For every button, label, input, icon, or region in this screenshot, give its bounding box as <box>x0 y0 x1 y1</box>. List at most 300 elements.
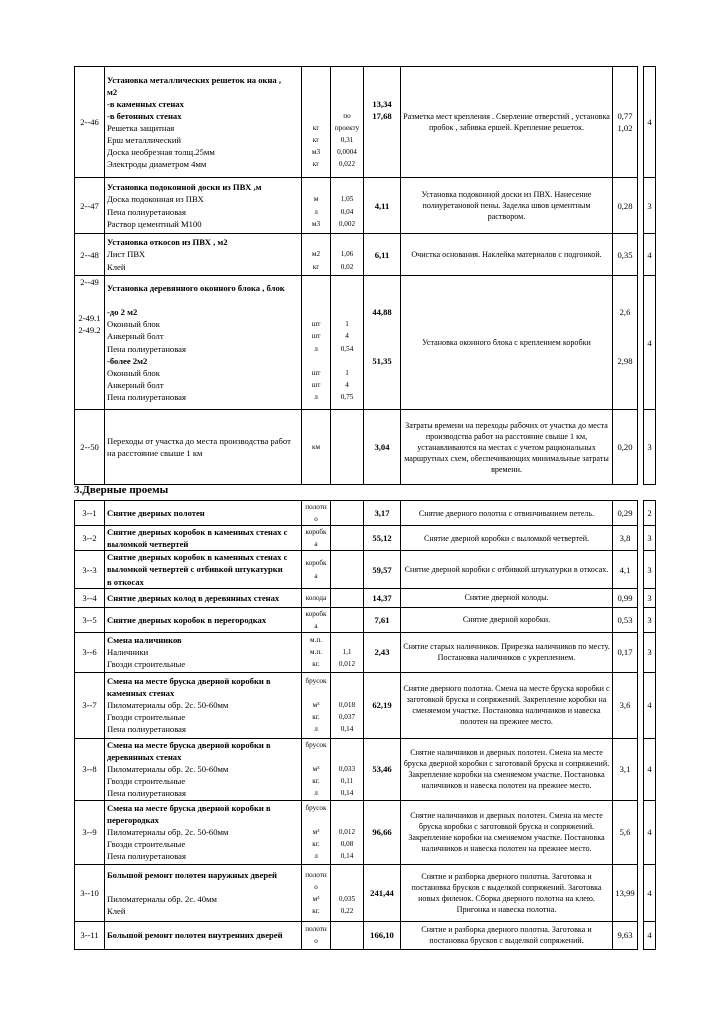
unit-line: а <box>314 621 318 630</box>
quantity-line <box>333 687 361 699</box>
rank-cell <box>644 178 656 234</box>
unit-line <box>304 814 328 826</box>
rank-text: 4 <box>647 930 652 941</box>
quantity-line: 0,012 <box>338 828 356 837</box>
code-line <box>77 361 102 373</box>
unit-line: полотн <box>305 870 327 879</box>
time-norm-cell <box>613 234 638 276</box>
code-text: 2--48 <box>80 249 99 260</box>
code-line <box>77 385 102 397</box>
name-line: каменных стенах <box>107 688 175 699</box>
name-line: Пена полиуретановая <box>107 851 186 862</box>
quantity-line <box>333 869 361 881</box>
quantity-cell <box>331 921 364 949</box>
work-description-cell <box>401 234 613 276</box>
work-description-text: Снятие наличников и дверных полотен. Смена на месте бруска коробки с заготовкой бруска и сопряжений. Закрепление коробки на сменяемом участке. Постановка наличников и навеска полотен на прежнее место. <box>408 811 605 854</box>
unit-cell <box>302 632 331 672</box>
rank-text: 3 <box>647 200 652 211</box>
name-line: Смена на месте бруска дверной коробки в <box>107 676 271 687</box>
name-line: -в бетонных стенах <box>107 110 182 121</box>
price-cell <box>364 276 401 410</box>
code-line: 2-49.2 <box>78 325 101 336</box>
price-text: 14,37 <box>372 592 392 603</box>
time-text: 0,29 <box>617 508 633 519</box>
name-line: Пена полиуретановая <box>107 724 186 735</box>
time-text: 0,28 <box>617 200 633 211</box>
price-cell <box>364 234 401 276</box>
quantity-line: 4 <box>345 380 349 389</box>
price-text: 241,44 <box>370 887 394 898</box>
work-description-cell <box>401 551 613 588</box>
code-cell <box>75 738 105 800</box>
unit-text: км <box>311 442 321 451</box>
rank-cell <box>644 632 656 672</box>
name-line: Пена полиуретановая <box>107 206 186 217</box>
unit-line: кг. <box>312 660 320 669</box>
rank-cell <box>644 501 656 526</box>
unit-cell <box>302 800 331 864</box>
price-cell <box>364 738 401 800</box>
name-line: Снятие дверных полотен <box>107 508 205 519</box>
name-line: Снятие дверных колод в деревянных стенах <box>107 592 280 603</box>
unit-cell <box>302 864 331 921</box>
price-cell <box>364 588 401 607</box>
unit-line: кг <box>312 136 320 145</box>
name-line: Раствор цементный М100 <box>107 218 202 229</box>
unit-cell <box>302 234 331 276</box>
time-line: 1,02 <box>617 123 633 133</box>
rank-cell <box>644 551 656 588</box>
name-line: Смена на месте бруска дверной коробки в <box>107 740 271 751</box>
price-line: 51,35 <box>372 355 392 366</box>
unit-cell <box>302 551 331 588</box>
work-description-cell <box>401 67 613 178</box>
unit-line: м³ <box>312 828 320 837</box>
time-norm-cell <box>613 864 638 921</box>
code-text: 3--3 <box>82 564 97 575</box>
price-cell <box>364 864 401 921</box>
code-cell <box>75 632 105 672</box>
quantity-cell <box>331 178 364 234</box>
name-line: Установка металлических решеток на окна , <box>107 74 282 85</box>
work-description-cell <box>401 800 613 864</box>
rank-text: 4 <box>647 887 652 898</box>
name-cell <box>105 410 302 485</box>
time-text: 4,1 <box>619 564 631 575</box>
price-line: 17,68 <box>372 110 392 121</box>
price-line <box>366 330 398 342</box>
unit-line: шт <box>311 332 321 341</box>
code-cell <box>75 672 105 738</box>
table-row <box>75 501 656 526</box>
time-line <box>615 86 635 98</box>
name-cell <box>105 67 302 178</box>
name-line: Электроды диаметром 4мм <box>107 159 207 170</box>
code-cell <box>75 526 105 551</box>
time-norm-cell <box>613 632 638 672</box>
quantity-line: проекту <box>334 124 360 132</box>
rank-cell <box>644 607 656 632</box>
unit-line <box>304 751 328 763</box>
price-line <box>366 74 398 86</box>
time-text: 9,63 <box>617 930 633 941</box>
quantity-cell <box>331 551 364 588</box>
time-norm-cell <box>613 551 638 588</box>
unit-line: л <box>314 725 318 734</box>
price-line <box>366 134 398 146</box>
time-line <box>615 318 635 330</box>
table-row <box>75 234 656 276</box>
time-text: 0,53 <box>617 614 633 625</box>
rank-cell <box>644 921 656 949</box>
unit-line: м3 <box>311 148 321 157</box>
code-cell <box>75 800 105 864</box>
name-line: Гвозди строительные <box>107 776 186 787</box>
work-description-cell <box>401 410 613 485</box>
code-cell <box>75 410 105 485</box>
unit-line <box>304 282 328 294</box>
price-cell <box>364 551 401 588</box>
time-line <box>615 282 635 294</box>
quantity-line <box>333 98 361 110</box>
unit-cell <box>302 738 331 800</box>
unit-line <box>304 687 328 699</box>
unit-line: брусок <box>305 741 327 750</box>
name-line: Пиломатериалы обр. 2с. 40мм <box>107 893 217 904</box>
unit-cell <box>302 526 331 551</box>
unit-line <box>304 86 328 98</box>
rank-text: 3 <box>647 614 652 625</box>
table-row <box>75 588 656 607</box>
unit-line: кг <box>312 262 320 271</box>
work-description-text: Снятие дверной коробки с отбивкой штукатурки в откосах. <box>404 565 609 575</box>
name-cell <box>105 864 302 921</box>
name-cell <box>105 551 302 588</box>
name-line: -до 2 м2 <box>107 307 138 318</box>
quantity-cell <box>331 632 364 672</box>
price-text: 7,61 <box>374 614 390 625</box>
quantity-line: 0,037 <box>338 713 356 722</box>
name-line: деревянных стенах <box>107 752 182 763</box>
table-row <box>75 526 656 551</box>
name-line: -в каменных стенах <box>107 98 184 109</box>
name-line: Снятие дверных коробок в каменных стенах с <box>107 552 288 563</box>
name-line: Оконный блок <box>107 319 160 330</box>
name-line: Смена на месте бруска дверной коробки в <box>107 803 271 814</box>
name-line: Большой ремонт полотен наружных дверей <box>107 869 277 880</box>
rank-cell <box>644 410 656 485</box>
name-cell <box>105 178 302 234</box>
price-cell <box>364 672 401 738</box>
unit-line: л <box>314 852 318 861</box>
code-text: 3--1 <box>82 508 97 519</box>
name-line: Клей <box>107 905 126 916</box>
time-norm-cell <box>613 526 638 551</box>
name-cell <box>105 738 302 800</box>
price-line <box>366 282 398 294</box>
name-line: Оконный блок <box>107 367 160 378</box>
name-line: Анкерный болт <box>107 331 164 342</box>
unit-line: м³ <box>312 894 320 903</box>
rank-text: 4 <box>647 764 652 775</box>
rank-text: 2 <box>647 508 652 519</box>
code-text: 2--47 <box>80 200 99 211</box>
time-norm-cell <box>613 588 638 607</box>
time-norm-cell <box>613 67 638 178</box>
name-line: Решетка защитная <box>107 123 175 133</box>
price-line <box>366 146 398 158</box>
work-description-text: Снятие старых наличников. Прирезка наличников по месту. Постановка наличников с укреплением. <box>403 642 610 663</box>
name-line: Установка подоконной доски из ПВХ ,м <box>107 182 262 193</box>
quantity-line: 0,14 <box>340 789 354 798</box>
unit-line: л <box>314 207 318 216</box>
table-row <box>75 551 656 588</box>
unit-line: шт <box>311 320 321 329</box>
code-text: 3--2 <box>82 533 97 544</box>
code-line <box>77 349 102 361</box>
code-text: 3--4 <box>82 592 97 603</box>
time-line <box>615 343 635 355</box>
unit-line: кг. <box>312 906 320 915</box>
code-cell <box>75 67 105 178</box>
unit-line <box>304 181 328 193</box>
rank-cell <box>644 588 656 607</box>
unit-cell <box>302 672 331 738</box>
name-line: Клей <box>107 261 126 272</box>
time-line <box>615 158 635 170</box>
price-text: 3,04 <box>374 442 390 453</box>
work-description-text: Установка оконного блока с креплением коробки <box>422 338 591 348</box>
quantity-line: 0,033 <box>338 765 356 774</box>
rank-text: 4 <box>647 337 652 348</box>
rank-cell <box>644 738 656 800</box>
code-line <box>77 288 102 300</box>
price-cell <box>364 67 401 178</box>
name-line: Гвозди строительные <box>107 712 186 723</box>
unit-line: брусок <box>305 677 327 686</box>
quantity-line: 0,04 <box>340 207 354 216</box>
quantity-line <box>333 181 361 193</box>
quantity-line <box>333 74 361 86</box>
code-line: 2--49 <box>80 277 99 287</box>
time-line <box>615 379 635 391</box>
quantity-line: 0,002 <box>338 219 356 228</box>
quantity-line: 0,14 <box>340 852 354 861</box>
quantity-line <box>333 802 361 814</box>
quantity-line: 0,11 <box>340 777 354 786</box>
code-line <box>77 373 102 385</box>
quantity-line: 0,022 <box>338 160 356 169</box>
quantity-line: 0,0004 <box>337 148 357 157</box>
name-line <box>107 881 299 893</box>
name-line: в откосах <box>107 576 144 587</box>
quantity-line: 0,22 <box>340 906 354 915</box>
table-row <box>75 672 656 738</box>
quantity-line: 0,31 <box>340 136 354 145</box>
rank-text: 4 <box>647 117 652 127</box>
name-cell <box>105 588 302 607</box>
time-line <box>615 367 635 379</box>
rank-text: 4 <box>647 700 652 711</box>
price-line <box>366 367 398 379</box>
price-cell <box>364 921 401 949</box>
table-row <box>75 738 656 800</box>
price-text: 96,66 <box>372 827 392 838</box>
quantity-line <box>333 294 361 306</box>
name-line: выломкой четвертей с отбивкой штукатурки <box>107 564 283 575</box>
quantity-cell <box>331 67 364 178</box>
time-line <box>615 98 635 110</box>
quantity-line: 4 <box>345 332 349 341</box>
unit-line: коробк <box>305 559 327 568</box>
time-norm-cell <box>613 178 638 234</box>
rank-cell <box>644 864 656 921</box>
work-description-text: Очистка основания. Наклейка материалов с подгонкой. <box>411 250 602 259</box>
quantity-cell <box>331 588 364 607</box>
quantity-line <box>333 236 361 248</box>
unit-line: кг <box>312 124 320 132</box>
work-description-cell <box>401 607 613 632</box>
time-text: 3,8 <box>619 533 631 544</box>
unit-line: л <box>314 344 318 353</box>
quantity-line <box>333 306 361 318</box>
time-norm-cell <box>613 672 638 738</box>
name-line: Пена полиуретановая <box>107 788 186 799</box>
unit-line: м3 <box>311 219 321 228</box>
rank-cell <box>644 234 656 276</box>
code-cell <box>75 588 105 607</box>
time-text: 13,99 <box>615 887 635 898</box>
name-cell <box>105 276 302 410</box>
code-text: 3--8 <box>82 764 97 775</box>
price-text: 62,19 <box>372 700 392 711</box>
quantity-line <box>333 634 361 646</box>
quantity-line: 0,018 <box>338 701 356 710</box>
price-line: 13,34 <box>372 98 392 109</box>
quantity-line: 1,05 <box>340 195 354 204</box>
name-line: Смена наличников <box>107 635 182 646</box>
quantity-cell <box>331 276 364 410</box>
quantity-line <box>333 282 361 294</box>
unit-cell <box>302 921 331 949</box>
quantity-line <box>333 881 361 893</box>
unit-line: л <box>314 789 318 798</box>
unit-line: коробк <box>305 528 327 537</box>
price-cell <box>364 410 401 485</box>
work-description-text: Установка подоконной доски из ПВХ. Нанесение полиуретановой пены. Заделка швов цементным раствором. <box>421 190 592 221</box>
code-text: 3--6 <box>82 647 97 658</box>
table-row <box>75 921 656 949</box>
name-line: Доска необрезная толщ.25мм <box>107 147 215 158</box>
code-line <box>77 397 102 409</box>
code-cell <box>75 864 105 921</box>
quantity-line: 1,1 <box>342 648 352 657</box>
quantity-cell <box>331 501 364 526</box>
time-norm-cell <box>613 738 638 800</box>
time-text: 0,20 <box>617 442 633 453</box>
unit-line: а <box>314 571 318 580</box>
unit-cell <box>302 588 331 607</box>
price-text: 53,46 <box>372 764 392 775</box>
name-cell <box>105 632 302 672</box>
price-text: 6,11 <box>374 249 390 260</box>
unit-line <box>304 74 328 86</box>
table-row <box>75 607 656 632</box>
name-line: Установка откосов из ПВХ , м2 <box>107 237 228 248</box>
code-line <box>77 336 102 348</box>
name-line: Гвозди строительные <box>107 659 186 670</box>
price-line <box>366 86 398 98</box>
quantity-line: 0,012 <box>338 660 356 669</box>
unit-line: коробк <box>305 609 327 618</box>
unit-cell <box>302 607 331 632</box>
unit-line <box>304 355 328 367</box>
time-norm-cell <box>613 921 638 949</box>
time-line <box>615 134 635 146</box>
unit-line: шт <box>311 380 321 389</box>
unit-cell <box>302 501 331 526</box>
materials-table-doors <box>74 500 656 950</box>
time-text: 3,1 <box>619 764 631 775</box>
unit-line: о <box>314 937 318 946</box>
code-text: 3--11 <box>80 930 99 941</box>
price-text: 166,10 <box>370 930 394 941</box>
rank-text: 3 <box>647 647 652 658</box>
unit-line: а <box>314 540 318 549</box>
unit-line: полотн <box>305 503 327 511</box>
work-description-cell <box>401 921 613 949</box>
unit-cell <box>302 276 331 410</box>
work-description-cell <box>401 178 613 234</box>
time-text: 0,17 <box>617 647 633 658</box>
table-row <box>75 276 656 410</box>
price-cell <box>364 178 401 234</box>
time-text: 0,35 <box>617 249 633 260</box>
name-line <box>107 294 299 306</box>
name-text: Переходы от участка до места производства работ на расстояние свыше 1 км <box>107 435 291 459</box>
quantity-cell <box>331 738 364 800</box>
rank-cell <box>644 800 656 864</box>
work-description-text: Снятие и разборка дверного полотна. Заготовка и постановка брусков с выделкой сопряжений. <box>421 925 592 946</box>
quantity-line: 1 <box>345 320 349 329</box>
quantity-line <box>333 86 361 98</box>
table-row <box>75 864 656 921</box>
price-line <box>366 379 398 391</box>
unit-line: колода <box>305 593 327 602</box>
section-title: 3.Дверные проемы <box>74 484 169 496</box>
work-description-text: Снятие дверного полотна с отвинчиванием петель. <box>418 508 595 518</box>
time-norm-cell <box>613 501 638 526</box>
unit-line: м.п. <box>310 648 322 657</box>
name-line: -более 2м2 <box>107 355 148 366</box>
work-description-cell <box>401 738 613 800</box>
name-line: Доска подоконная из ПВХ <box>107 194 204 205</box>
price-text: 59,57 <box>372 564 392 575</box>
code-cell <box>75 234 105 276</box>
quantity-line <box>333 355 361 367</box>
unit-line <box>304 294 328 306</box>
price-text: 4,11 <box>374 200 390 211</box>
quantity-line <box>333 675 361 687</box>
quantity-cell <box>331 864 364 921</box>
time-line <box>615 294 635 306</box>
time-line: 2,6 <box>619 307 631 318</box>
materials-table-windows <box>74 66 656 485</box>
code-text: 3--5 <box>82 614 97 625</box>
quantity-line <box>333 739 361 751</box>
quantity-cell <box>331 800 364 864</box>
name-line: Пиломатериалы обр. 2с. 50-60мм <box>107 764 229 775</box>
